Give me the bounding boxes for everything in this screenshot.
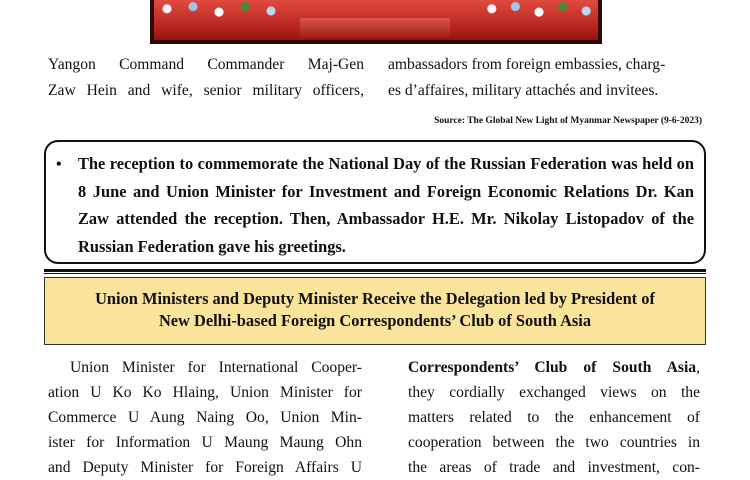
divider-thin (44, 273, 706, 274)
text-line (408, 355, 700, 380)
highlight-text: The reception to commemorate the National Day of the Russian Federation was held on 8 June and Union Minister for Investment and Foreign Economic Relations Dr. Kan Zaw attended the reception. Then, Ambassador H.E. Mr. Nikolay Listopadov of the Russian Federation gave his greetings. (78, 154, 694, 256)
divider-thick (44, 269, 706, 272)
article-body-right (408, 355, 700, 480)
organization-name: Correspondents’ Club of South Asia (408, 359, 697, 376)
article-continuation-left (48, 52, 364, 104)
text-line: ambassadors from foreign embassies, charg- (388, 56, 666, 73)
article-continuation-right (388, 52, 700, 104)
reception-photo (150, 0, 602, 44)
source-citation: Source: The Global New Light of Myanmar Newspaper (9-6-2023) (434, 116, 702, 126)
text-line: ation U Ko Ko Hlaing, Union Minister for (48, 384, 362, 401)
photo-border (150, 40, 602, 44)
text-line: matters related to the enhancement of (408, 409, 700, 426)
text-line: Zaw Hein and wife, senior military officers, (48, 82, 364, 99)
flower-arrangement-right (480, 0, 598, 22)
text-line: Union Minister for International Cooper- (70, 359, 362, 376)
article-headline (44, 277, 706, 345)
stage-table (300, 18, 450, 38)
bullet-icon: • (56, 156, 62, 173)
flower-arrangement-left (154, 0, 284, 22)
text-line: es d’affaires, military attachés and invitees. (388, 82, 659, 99)
text-line: Commerce U Aung Naing Oo, Union Min- (48, 409, 362, 426)
headline-line: Union Ministers and Deputy Minister Receive the Delegation led by President of (95, 289, 655, 308)
headline-line: New Delhi-based Foreign Correspondents’ Club of South Asia (158, 311, 592, 330)
text-line: Yangon Command Commander Maj-Gen (48, 56, 364, 73)
highlight-box (44, 140, 706, 264)
text-line: the areas of trade and investment, con- (408, 459, 700, 476)
text-line: cooperation between the two countries in (408, 434, 700, 451)
text-line: ister for Information U Maung Maung Ohn (48, 434, 362, 451)
text-line: they cordially exchanged views on the (408, 384, 700, 401)
article-body-left (48, 355, 362, 480)
punctuation: , (696, 359, 700, 376)
text-line: and Deputy Minister for Foreign Affairs U (48, 459, 362, 476)
